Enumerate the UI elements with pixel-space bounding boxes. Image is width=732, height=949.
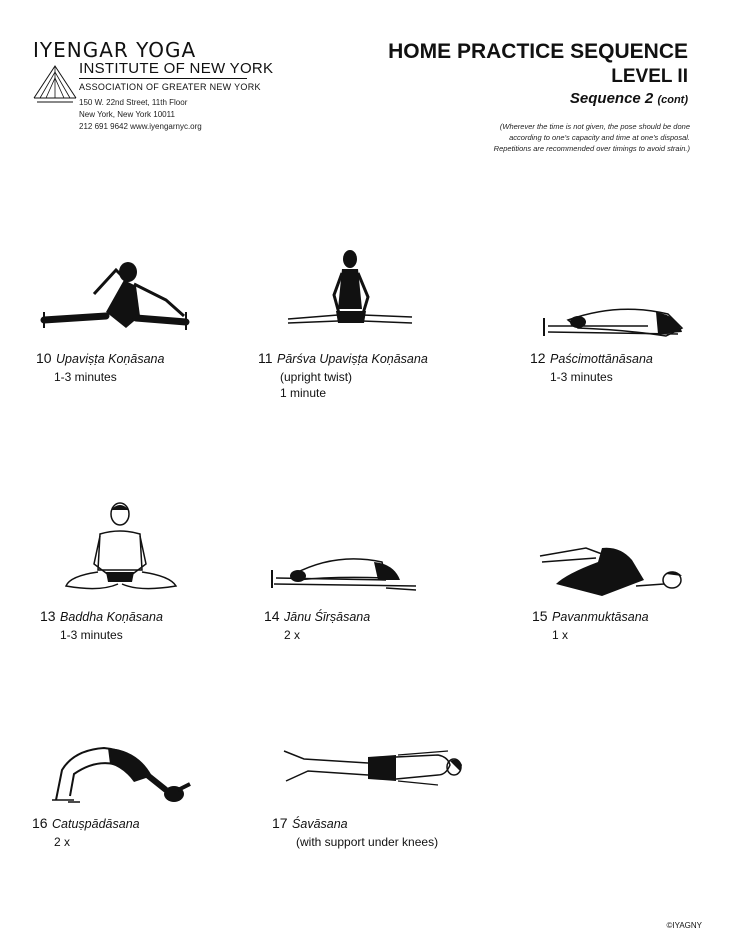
pose-11-line-1: (upright twist)	[280, 370, 353, 384]
practice-note	[450, 121, 690, 154]
pose-11-line-2: 1 minute	[280, 386, 327, 400]
pose-10-caption	[36, 350, 164, 384]
pose-17-caption	[272, 815, 438, 849]
note-line-1: (Wherever the time is not given, the pose should be done	[499, 122, 690, 131]
pascimottanasana-figure	[538, 298, 688, 340]
pose-10-number: 10	[36, 350, 52, 366]
page-title: HOME PRACTICE SEQUENCE	[388, 40, 688, 63]
pose-12-line-1: 1-3 minutes	[550, 370, 613, 384]
pose-16-name: Catuṣpādāsana	[52, 817, 140, 831]
sequence-suffix: (cont)	[657, 94, 688, 106]
contact-line: 212 691 9642 www.iyengarnyc.org	[79, 122, 202, 131]
address-line-1: 150 W. 22nd Street, 11th Floor	[79, 98, 188, 107]
pose-14-line-1: 2 x	[284, 628, 301, 642]
pose-16-line-1: 2 x	[54, 835, 71, 849]
pose-15-caption	[532, 608, 649, 642]
pose-10-line-1: 1-3 minutes	[54, 370, 117, 384]
sequence-name: Sequence 2	[569, 90, 654, 107]
level-title: LEVEL II	[611, 66, 688, 87]
sequence-title	[570, 90, 688, 107]
pose-13-line-1: 1-3 minutes	[60, 628, 123, 642]
logo-divider	[79, 78, 247, 79]
pose-11-number: 11	[258, 350, 273, 366]
pose-12-caption	[530, 350, 653, 384]
pose-16-number: 16	[32, 815, 48, 831]
pavanmuktasana-figure	[536, 540, 692, 604]
note-line-2: according to one's capacity and time at one's disposal.	[509, 133, 690, 142]
org-title: IYENGAR YOGA	[33, 38, 197, 62]
pose-14-name: Jānu Śīrṣāsana	[284, 610, 371, 624]
pose-12-name: Paścimottānāsana	[550, 352, 653, 366]
pose-13-name: Baddha Koṇāsana	[60, 610, 163, 624]
upavistha-konasana-figure	[36, 250, 196, 334]
pose-15-number: 15	[532, 608, 548, 624]
parsva-upavistha-konasana-figure	[278, 245, 422, 337]
org-association: ASSOCIATION OF GREATER NEW YORK	[79, 82, 261, 92]
pose-10-name: Upaviṣṭa Koṇāsana	[56, 352, 165, 366]
copyright: ©IYAGNY	[666, 921, 702, 930]
pose-14-caption	[264, 608, 370, 642]
pose-12-number: 12	[530, 350, 546, 366]
pose-16-caption	[32, 815, 140, 849]
pose-13-number: 13	[40, 608, 56, 624]
pose-11-name: Pārśva Upaviṣṭa Koṇāsana	[277, 352, 428, 366]
pose-14-number: 14	[264, 608, 280, 624]
pose-13-caption	[40, 608, 163, 642]
pose-17-line-1: (with support under knees)	[296, 835, 439, 849]
org-institute: INSTITUTE OF NEW YORK	[79, 60, 274, 77]
baddha-konasana-figure	[60, 500, 184, 596]
pose-17-name: Śavāsana	[292, 817, 348, 831]
address-line-2: New York, New York 10011	[79, 110, 175, 119]
pose-15-name: Pavanmuktāsana	[552, 610, 649, 624]
pose-15-line-1: 1 x	[552, 628, 569, 642]
pose-11-caption	[258, 350, 428, 400]
catuspadasana-figure	[34, 740, 194, 806]
note-line-3: Repetitions are recommended over timings to avoid strain.)	[493, 144, 690, 153]
savasana-figure	[278, 745, 468, 789]
pavilion-logo-icon	[32, 58, 78, 104]
janu-sirsasana-figure	[266, 550, 422, 596]
pose-17-number: 17	[272, 815, 288, 831]
